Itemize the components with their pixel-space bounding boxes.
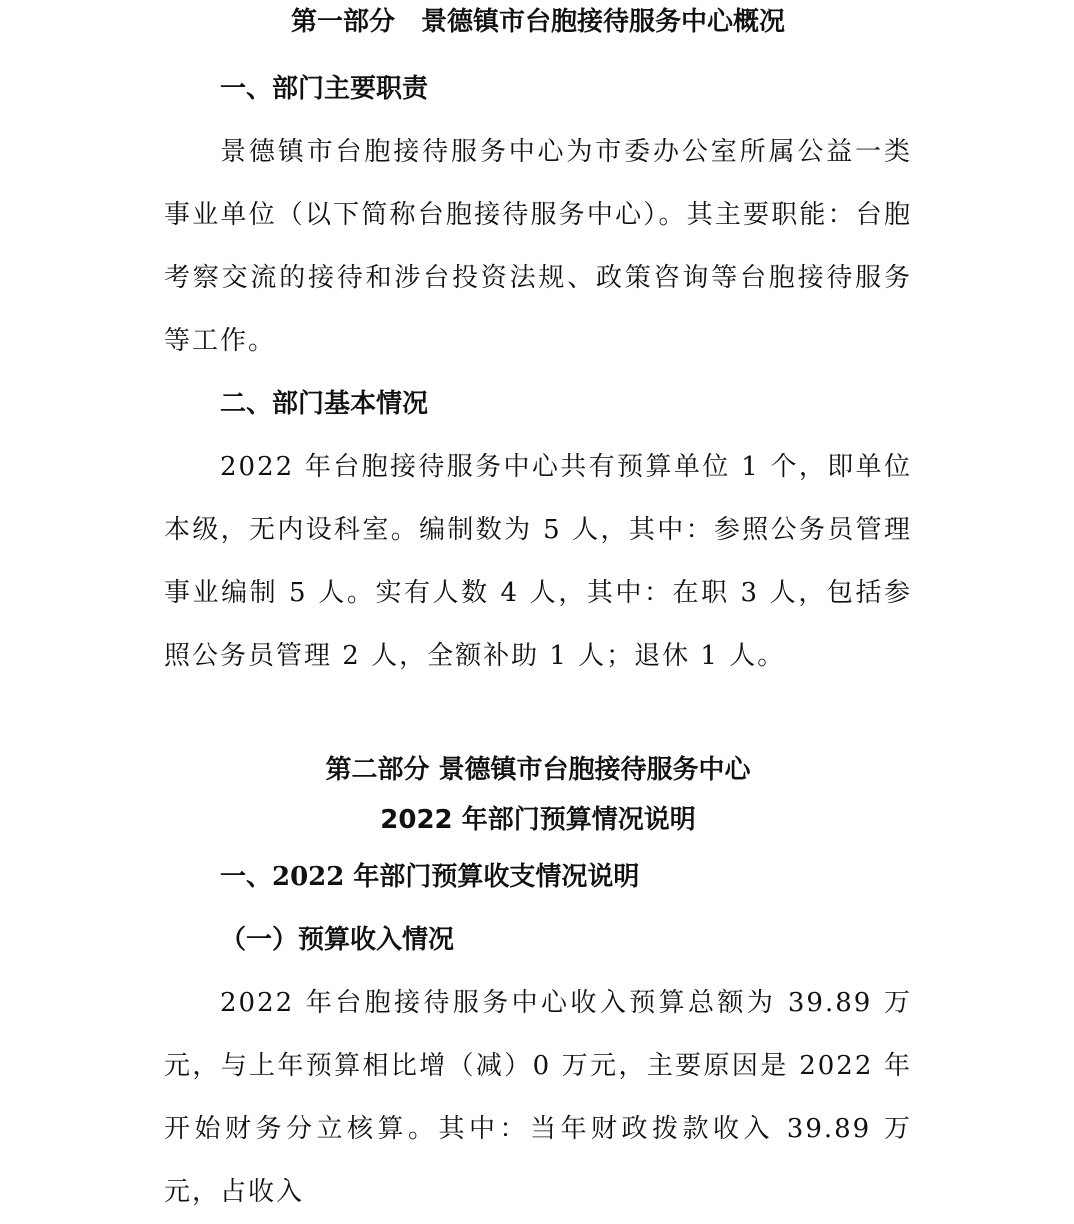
part1-title: 第一部分 景德镇市台胞接待服务中心概况 bbox=[290, 7, 785, 37]
paragraph-income: 2022 年台胞接待服务中心收入预算总额为 39.89 万元，与上年预算相比增（减）0 万元，主要原因是 2022 年开始财务分立核算。其中：当年财政拨款收入 39.89 万元，占收入 bbox=[164, 988, 912, 1207]
paragraph-basic-info: 2022 年台胞接待服务中心共有预算单位 1 个，即单位本级，无内设科室。编制数为 5 人，其中：参照公务员管理事业编制 5 人。实有人数 4 人，其中：在职 3 人，包括参照公务员管理 2 人，全额补助 1 人；退休 1 人。 bbox=[164, 452, 912, 671]
section-spacer bbox=[164, 688, 912, 744]
document-page bbox=[164, 0, 912, 1224]
section-heading-basic-info: 二、部门基本情况 bbox=[220, 389, 429, 419]
paragraph-duties: 景德镇市台胞接待服务中心为市委办公室所属公益一类事业单位（以下简称台胞接待服务中心）。其主要职能：台胞考察交流的接待和涉台投资法规、政策咨询等台胞接待服务等工作。 bbox=[164, 137, 912, 356]
part2-title-line1: 第二部分 景德镇市台胞接待服务中心 bbox=[325, 755, 751, 785]
subsection-heading-income: （一）预算收入情况 bbox=[220, 925, 455, 955]
section-heading-budget: 一、2022 年部门预算收支情况说明 bbox=[220, 862, 640, 892]
section-heading-duties: 一、部门主要职责 bbox=[220, 74, 429, 104]
part2-title-line2: 2022 年部门预算情况说明 bbox=[380, 805, 696, 835]
